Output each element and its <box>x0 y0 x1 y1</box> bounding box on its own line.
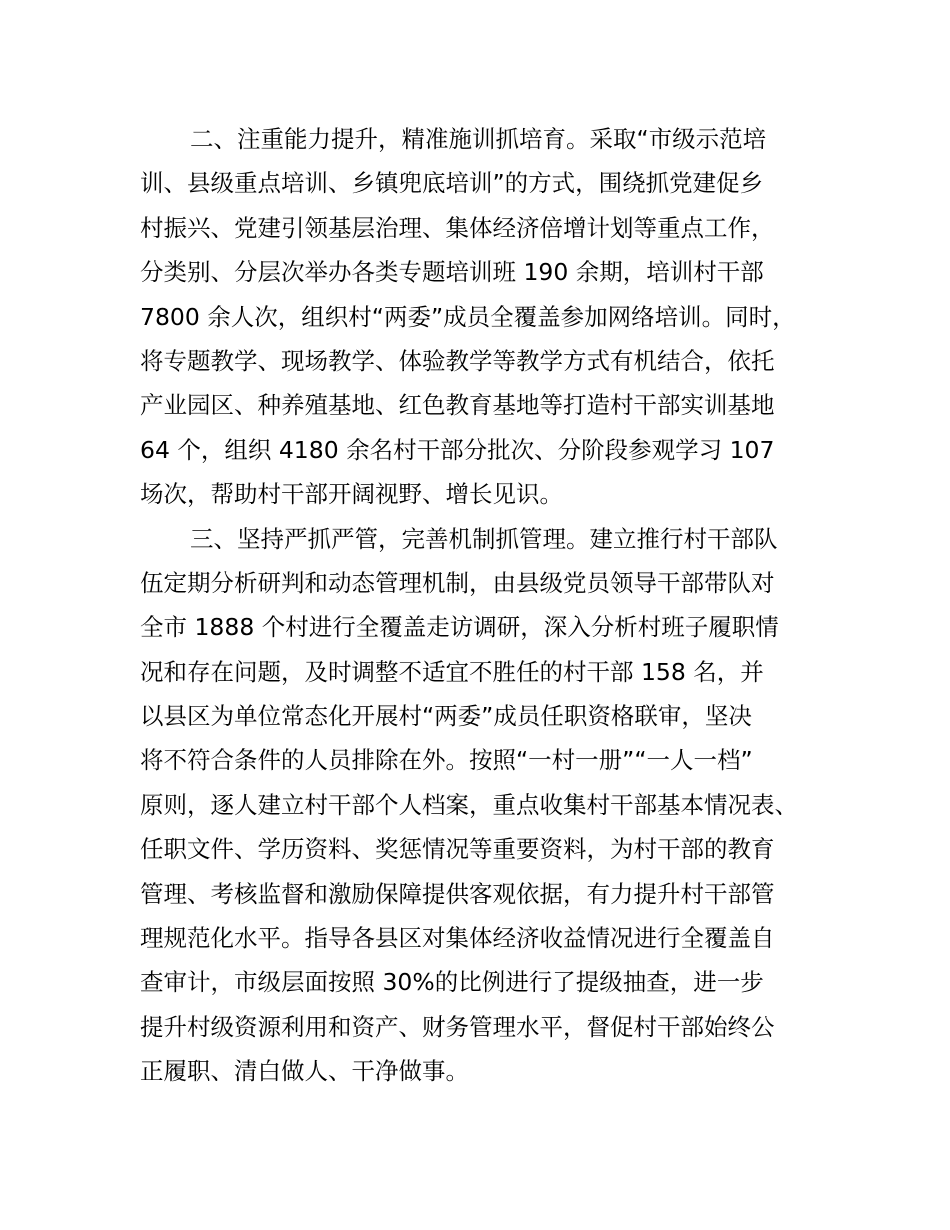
text-line: 原则，逐人建立村干部个人档案，重点收集村干部基本情况表、 <box>140 790 798 819</box>
text-line: 提升村级资源利用和资产、财务管理水平，督促村干部始终公 <box>140 1012 775 1041</box>
text-line: 训、县级重点培训、乡镇兜底培训”的方式，围绕抓党建促乡 <box>140 169 764 198</box>
text-line: 理规范化水平。指导各县区对集体经济收益情况进行全覆盖自 <box>140 924 775 953</box>
document-body <box>140 117 860 1094</box>
text-line: 64 个，组织 4180 余名村干部分批次、分阶段参观学习 107 <box>140 435 775 464</box>
text-line: 二、注重能力提升，精准施训抓培育。采取“市级示范培 <box>190 125 767 153</box>
text-line: 管理、考核监督和激励保障提供客观依据，有力提升村干部管 <box>140 879 775 908</box>
text-line: 产业园区、种养殖基地、红色教育基地等打造村干部实训基地 <box>140 391 775 420</box>
text-line: 分类别、分层次举办各类专题培训班 190 余期，培训村干部 <box>140 258 764 287</box>
text-line: 村振兴、党建引领基层治理、集体经济倍增计划等重点工作， <box>140 213 775 242</box>
text-line: 三、坚持严抓严管，完善机制抓管理。建立推行村干部队 <box>190 524 778 553</box>
text-line: 全市 1888 个村进行全覆盖走访调研，深入分析村班子履职情 <box>140 613 779 642</box>
text-line: 以县区为单位常态化开展村“两委”成员任职资格联审，坚决 <box>140 702 752 731</box>
paragraph-capacity-training <box>140 117 860 517</box>
text-line: 查审计，市级层面按照 30%的比例进行了提级抽查，进一步 <box>140 968 764 997</box>
text-line: 7800 余人次，组织村“两委”成员全覆盖参加网络培训。同时， <box>140 302 796 331</box>
text-line: 正履职、清白做人、干净做事。 <box>140 1057 469 1086</box>
text-line: 将专题教学、现场教学、体验教学等教学方式有机结合，依托 <box>140 346 775 375</box>
text-line: 况和存在问题，及时调整不适宜不胜任的村干部 158 名，并 <box>140 657 764 686</box>
text-line: 场次，帮助村干部开阔视野、增长见识。 <box>140 480 563 509</box>
text-line: 任职文件、学历资料、奖惩情况等重要资料，为村干部的教育 <box>140 835 775 864</box>
text-line: 伍定期分析研判和动态管理机制，由县级党员领导干部带队对 <box>140 568 775 597</box>
text-line: 将不符合条件的人员排除在外。按照“一村一册”“一人一档” <box>140 746 753 775</box>
paragraph-strict-management <box>140 517 860 1094</box>
